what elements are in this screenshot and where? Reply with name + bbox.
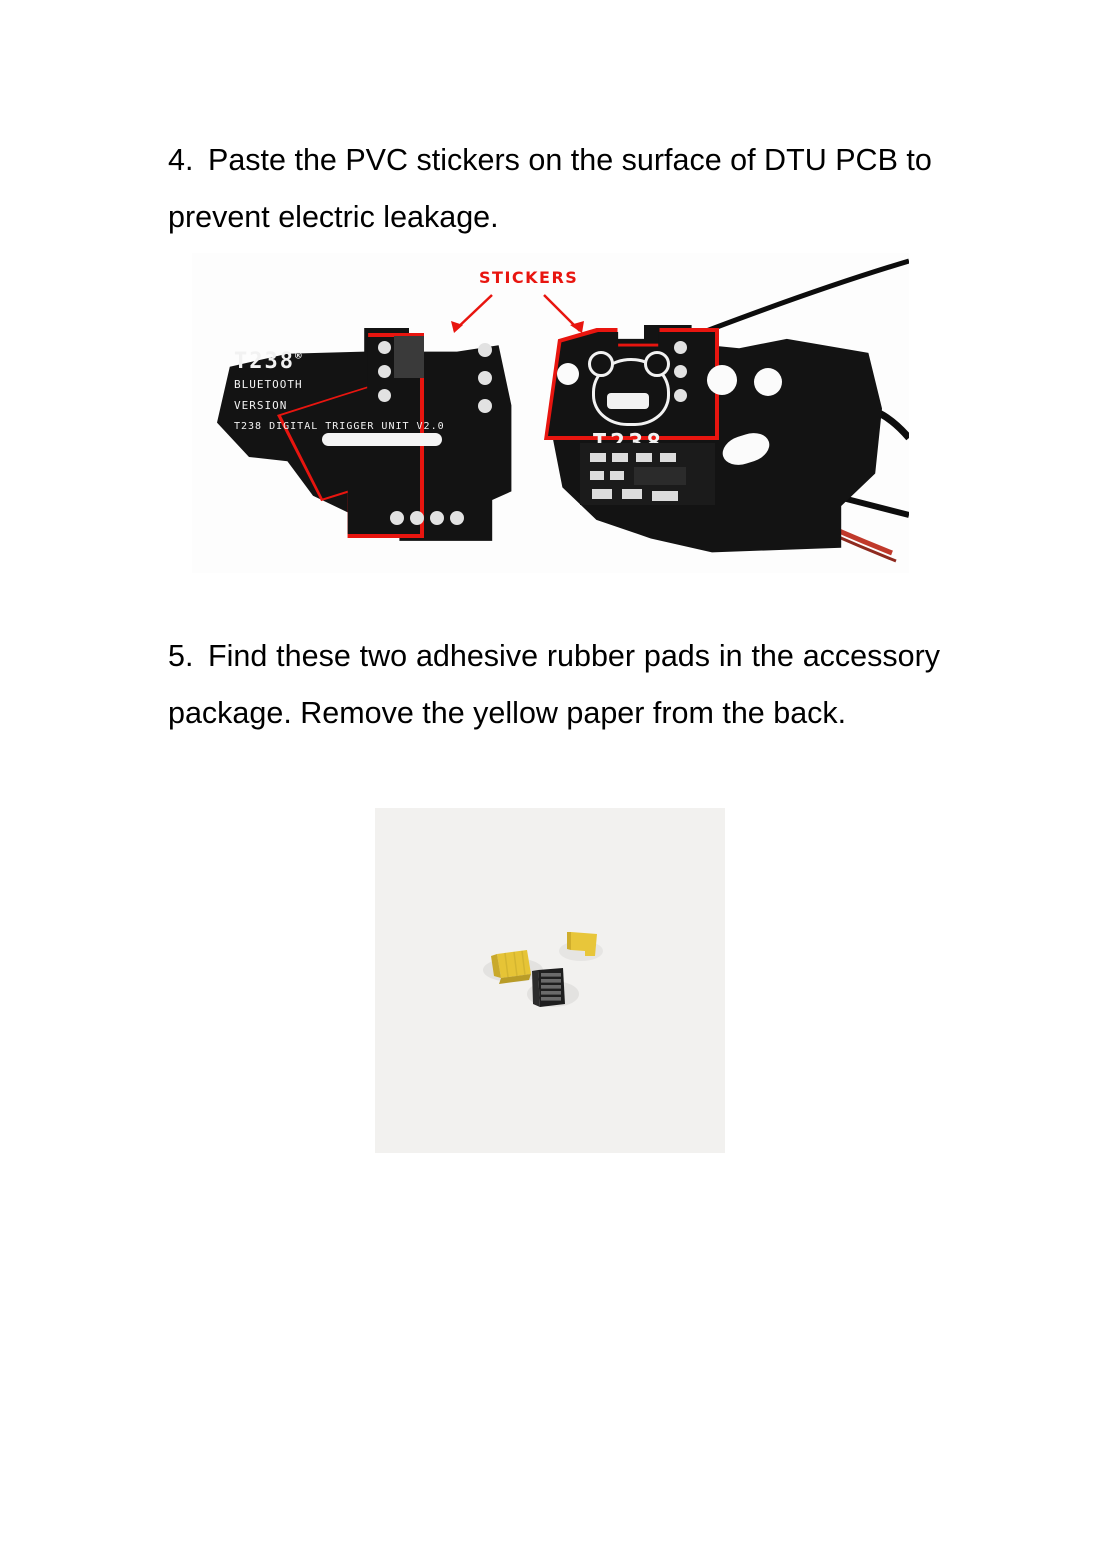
step-5	[168, 628, 940, 742]
black-rubber-pad	[532, 968, 565, 1007]
step-4-text: Paste the PVC stickers on the surface of DTU PCB to prevent electric leakage.	[168, 143, 932, 234]
step-5-paragraph	[168, 628, 940, 742]
silkscreen-bluetooth: BLUETOOTH	[234, 378, 303, 391]
step-5-number: 5.	[168, 639, 194, 673]
pcb-photo	[192, 253, 909, 573]
stickers-annotation-label: STICKERS	[479, 268, 579, 287]
silkscreen-model: T238 DIGITAL TRIGGER UNIT V2.0	[234, 421, 445, 432]
pads-photo-svg	[375, 808, 725, 1153]
step-4	[168, 132, 940, 246]
step-4-number: 4.	[168, 143, 194, 177]
step-5-text: Find these two adhesive rubber pads in the accessory package. Remove the yellow paper from the back.	[168, 639, 940, 730]
figure-dtu-pcb-stickers	[192, 253, 909, 573]
figure-adhesive-rubber-pads	[375, 808, 725, 1153]
silkscreen-brand-text: T238	[234, 349, 295, 374]
step-4-paragraph	[168, 132, 940, 246]
silkscreen-version: VERSION	[234, 399, 288, 412]
registered-mark: ®	[294, 349, 304, 363]
annotation-arrows	[192, 253, 909, 573]
